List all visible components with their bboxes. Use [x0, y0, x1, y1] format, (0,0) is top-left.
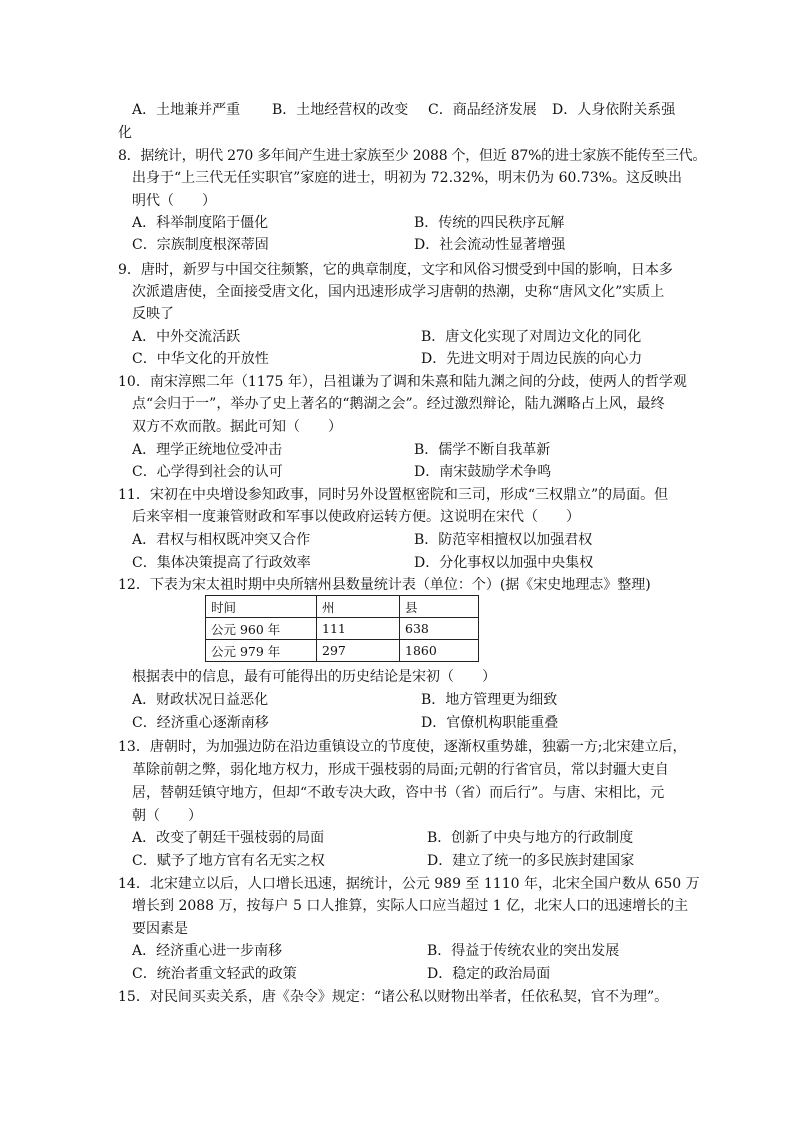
q13-option-a: A．改变了朝廷干强枝弱的局面 — [132, 830, 325, 846]
q11-option-b: B．防范宰相擅权以加强君权 — [414, 532, 593, 548]
q9-stem-line-3: 反映了 — [132, 306, 174, 322]
q10-option-b: B．儒学不断自我革新 — [414, 442, 551, 458]
q12-data-table — [205, 595, 479, 662]
table-cell: 公元 960 年 — [206, 618, 317, 640]
q13-stem-line-3: 居，替朝廷镇守地方，但却“不敢专决大政，咨中书（省）而后行”。与唐、宋相比，元 — [132, 785, 665, 801]
q8-stem-line-1: 8．据统计，明代 270 多年间产生进士家族至少 2088 个，但近 87%的进士家族不能传至三代。 — [118, 148, 707, 164]
q9-option-c: C．中华文化的开放性 — [132, 351, 269, 367]
q13-option-b: B．创新了中央与地方的行政制度 — [427, 830, 634, 846]
q14-stem-line-3: 要因素是 — [132, 921, 188, 937]
table-cell: 111 — [317, 618, 400, 640]
q11-option-c: C．集体决策提高了行政效率 — [132, 555, 311, 571]
q12-option-a: A．财政状况日益恶化 — [132, 692, 269, 708]
q12-option-c: C．经济重心逐渐南移 — [132, 715, 269, 731]
q9-stem-line-2: 次派遣唐使，全面接受唐文化，国内迅速形成学习唐朝的热潮，史称“唐风文化”实质上 — [132, 284, 665, 300]
q8-option-a: A．科举制度陷于僵化 — [132, 215, 269, 231]
table-header-row — [206, 596, 479, 618]
table-header-cell: 时间 — [206, 596, 317, 618]
q8-option-c: C．宗族制度根深蒂固 — [132, 237, 269, 253]
q8-option-d: D．社会流动性显著增强 — [414, 237, 566, 253]
table-cell: 1860 — [400, 640, 479, 662]
q13-option-c: C．赋予了地方官有名无实之权 — [132, 853, 325, 869]
q9-option-d: D．先进文明对于周边民族的向心力 — [421, 351, 643, 367]
q7-option-c: C．商品经济发展 — [428, 102, 537, 118]
q7-option-a: A．土地兼并严重 — [132, 102, 241, 118]
q13-stem-line-2: 革除前朝之弊，弱化地方权力，形成干强枝弱的局面;元朝的行省官员，常以封疆大吏自 — [132, 762, 669, 778]
q13-option-d: D．建立了统一的多民族封建国家 — [427, 853, 635, 869]
q14-stem-line-1: 14．北宋建立以后，人口增长迅速，据统计，公元 989 至 1110 年，北宋全国户数从 650 万 — [118, 876, 700, 892]
q8-stem-line-3: 明代（ ） — [132, 193, 216, 209]
q13-stem-line-4: 朝（ ） — [132, 808, 202, 824]
q12-after-table: 根据表中的信息，最有可能得出的历史结论是宋初（ ） — [132, 669, 496, 685]
table-cell: 297 — [317, 640, 400, 662]
q14-option-a: A．经济重心进一步南移 — [132, 943, 283, 959]
q11-option-d: D．分化事权以加强中央集权 — [414, 555, 594, 571]
table-row — [206, 618, 479, 640]
table-header-cell: 州 — [317, 596, 400, 618]
q7-option-b: B．土地经营权的改变 — [272, 102, 409, 118]
table-header-cell: 县 — [400, 596, 479, 618]
q12-option-b: B．地方管理更为细致 — [421, 692, 558, 708]
q12-option-d: D．官僚机构职能重叠 — [421, 715, 559, 731]
q11-option-a: A．君权与相权既冲突又合作 — [132, 532, 311, 548]
q11-stem-line-1: 11．宋初在中央增设参知政事，同时另外设置枢密院和三司，形成“三权鼎立”的局面。但 — [118, 487, 669, 503]
q12-stem-line-1: 12．下表为宋太祖时期中央所辖州县数量统计表（单位：个）(据《宋史地理志》整理) — [118, 577, 651, 593]
q9-option-b: B．唐文化实现了对周边文化的同化 — [421, 329, 642, 345]
q8-option-b: B．传统的四民秩序瓦解 — [414, 215, 565, 231]
q10-option-a: A．理学正统地位受冲击 — [132, 442, 283, 458]
q10-stem-line-1: 10．南宋淳熙二年（1175 年），吕祖谦为了调和朱熹和陆九渊之间的分歧，使两人的哲学观 — [118, 374, 687, 390]
q14-option-c: C．统治者重文轻武的政策 — [132, 966, 297, 982]
q10-option-d: D．南宋鼓励学术争鸣 — [414, 464, 552, 480]
q14-option-d: D．稳定的政治局面 — [427, 966, 551, 982]
q10-stem-line-3: 双方不欢而散。据此可知（ ） — [132, 419, 342, 435]
q14-option-b: B．得益于传统农业的突出发展 — [427, 943, 620, 959]
table-cell: 公元 979 年 — [206, 640, 317, 662]
q10-stem-line-2: 点“会归于一”，举办了史上著名的“鹅湖之会”。经过激烈辩论，陆九渊略占上风，最终 — [132, 396, 665, 412]
q13-stem-line-1: 13．唐朝时，为加强边防在沿边重镇设立的节度使，逐渐权重势雄，独霸一方;北宋建立后， — [118, 739, 687, 755]
q9-stem-line-1: 9．唐时，新罗与中国交往频繁，它的典章制度，文字和风俗习惯受到中国的影响，日本多 — [118, 262, 673, 278]
q7-option-d: D．人身依附关系强 — [552, 102, 676, 118]
q11-stem-line-2: 后来宰相一度兼管财政和军事以使政府运转方便。这说明在宋代（ ） — [132, 509, 580, 525]
table-row — [206, 640, 479, 662]
q8-stem-line-2: 出身于“上三代无任实职官”家庭的进士，明初为 72.32%，明末仍为 60.73%。这反映出 — [132, 170, 682, 186]
q14-stem-line-2: 增长到 2088 万，按每户 5 口人推算，实际人口应当超过 1 亿，北宋人口的迅速增长的主 — [132, 898, 689, 914]
q7-option-d-wrap: 化 — [118, 125, 132, 141]
q15-stem-line-1: 15．对民间买卖关系，唐《杂令》规定：“诸公私以财物出举者，任依私契，官不为理”。 — [118, 989, 669, 1005]
table-cell: 638 — [400, 618, 479, 640]
q10-option-c: C．心学得到社会的认可 — [132, 464, 283, 480]
q9-option-a: A．中外交流活跃 — [132, 329, 241, 345]
